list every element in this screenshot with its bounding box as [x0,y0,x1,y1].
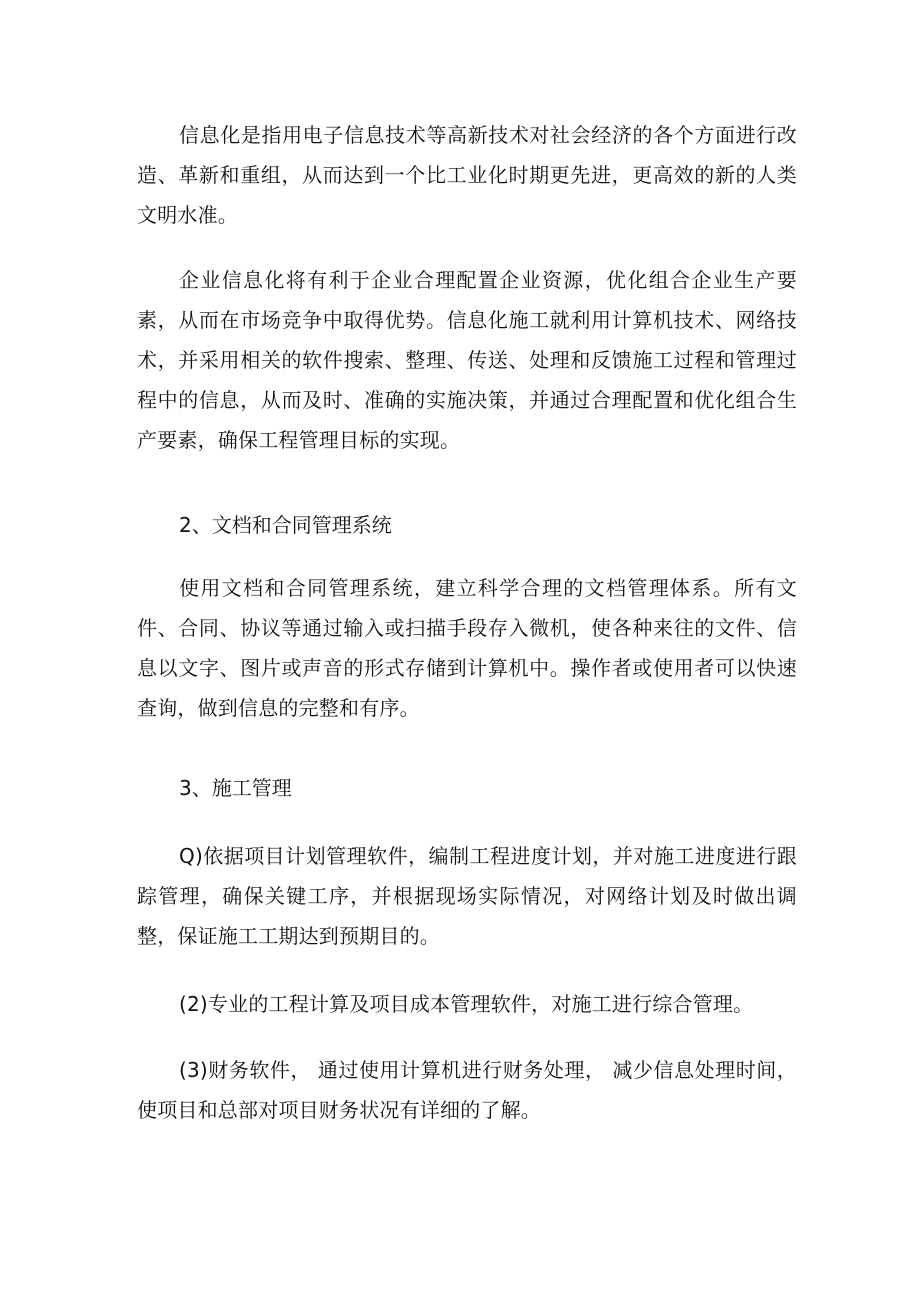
paragraph-finance-software: (3)财务软件， 通过使用计算机进行财务处理， 减少信息处理时间，使项目和总部对项目财务状况有详细的了解。 [137,1058,797,1122]
paragraph-document-contract-system: 使用文档和合同管理系统，建立科学合理的文档管理体系。所有文件、合同、协议等通过输入或扫描手段存入微机，使各种来往的文件、信息以文字、图片或声音的形式存储到计算机中。操作者或使用者可以快速查询，做到信息的完整和有序。 [137,576,797,720]
section-heading-document-contract-management: 2、文档和合同管理系统 [179,513,392,537]
paragraph-informatization-definition: 信息化是指用电子信息技术等高新技术对社会经济的各个方面进行改造、革新和重组，从而达到一个比工业化时期更先进，更高效的新的人类文明水准。 [137,123,797,227]
paragraph-project-plan-software: Q)依据项目计划管理软件，编制工程进度计划，并对施工进度进行跟踪管理，确保关键工序，并根据现场实际情况，对网络计划及时做出调整，保证施工工期达到预期目的。 [137,844,797,948]
paragraph-cost-management-software: (2)专业的工程计算及项目成本管理软件，对施工进行综合管理。 [179,992,754,1016]
section-heading-construction-management: 3、施工管理 [179,776,292,800]
paragraph-enterprise-informatization: 企业信息化将有利于企业合理配置企业资源，优化组合企业生产要素，从而在市场竞争中取得优势。信息化施工就利用计算机技术、网络技术，并采用相关的软件搜索、整理、传送、处理和反馈施工过程和管理过程中的信息，从而及时、准确的实施决策，并通过合理配置和优化组合生产要素，确保工程管理目标的实现。 [137,268,797,452]
